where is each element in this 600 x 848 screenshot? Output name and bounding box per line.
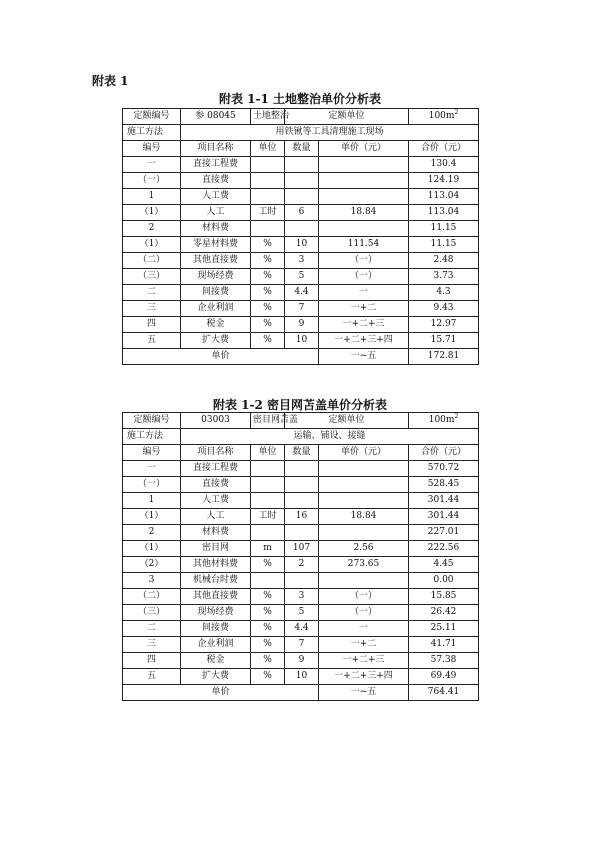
table-cell: （二） — [123, 253, 181, 269]
table-cell: （三） — [123, 605, 181, 621]
table-cell: 零星材料费 — [181, 237, 251, 253]
table-row — [123, 461, 479, 477]
table-row — [123, 173, 479, 189]
table-cell — [251, 157, 285, 173]
unit-price-table-2 — [122, 412, 479, 701]
table-cell: 4.3 — [409, 285, 479, 301]
table-cell: 2 — [123, 525, 181, 541]
method-label: 施工方法 — [123, 429, 181, 445]
table-cell: 五 — [123, 333, 181, 349]
table-cell: 301.44 — [409, 493, 479, 509]
table-cell: 一 — [123, 461, 181, 477]
table-row — [123, 157, 479, 173]
table-cell: 企业利润 — [181, 637, 251, 653]
table-cell: 一+二 — [319, 637, 409, 653]
table-cell: 7 — [285, 637, 319, 653]
table-cell: 5 — [285, 269, 319, 285]
table-cell: 9 — [285, 317, 319, 333]
table-cell: （1） — [123, 205, 181, 221]
method-text: 用铁锹等工具清理施工现场 — [181, 125, 479, 141]
table-cell: 2 — [123, 221, 181, 237]
table-row — [123, 253, 479, 269]
table-cell: 4.45 — [409, 557, 479, 573]
column-header: 数量 — [285, 141, 319, 157]
table-cell — [319, 493, 409, 509]
table-cell: % — [251, 285, 285, 301]
table-row — [123, 573, 479, 589]
table-row — [123, 205, 479, 221]
table-cell: 69.49 — [409, 669, 479, 685]
table-cell: 四 — [123, 317, 181, 333]
table-cell: 227.01 — [409, 525, 479, 541]
table-cell — [285, 189, 319, 205]
table-row — [123, 509, 479, 525]
table-cell: 工时 — [251, 205, 285, 221]
quota-row — [123, 413, 479, 429]
table-cell: 5 — [285, 605, 319, 621]
header-row — [123, 445, 479, 461]
table-1-title: 附表 1-1 土地整治单价分析表 — [218, 92, 382, 106]
table-cell: 3.73 — [409, 269, 479, 285]
table-row — [123, 317, 479, 333]
table-cell: % — [251, 557, 285, 573]
quota-number: 参 08045 — [181, 109, 251, 125]
table-cell: 三 — [123, 301, 181, 317]
table-cell — [285, 221, 319, 237]
quota-unit — [409, 109, 479, 125]
table-row — [123, 477, 479, 493]
table-cell: 材料费 — [181, 525, 251, 541]
table-cell: （一） — [123, 173, 181, 189]
table-cell — [251, 173, 285, 189]
column-header: 单价（元） — [319, 141, 409, 157]
table-cell — [319, 221, 409, 237]
table-cell: 直接工程费 — [181, 461, 251, 477]
table-cell: % — [251, 237, 285, 253]
column-header: 项目名称 — [181, 141, 251, 157]
table-cell: 现场经费 — [181, 269, 251, 285]
table-cell: 现场经费 — [181, 605, 251, 621]
table-cell: 2 — [285, 557, 319, 573]
table-cell: 直接费 — [181, 477, 251, 493]
table-row — [123, 525, 479, 541]
quota-number: 03003 — [181, 413, 251, 429]
table-cell: 3 — [123, 573, 181, 589]
table-cell: 扩大费 — [181, 333, 251, 349]
table-cell: 25.11 — [409, 621, 479, 637]
table-cell: m — [251, 541, 285, 557]
column-header: 项目名称 — [181, 445, 251, 461]
table-cell: 机械台时费 — [181, 573, 251, 589]
item-name: 土地整治 — [251, 109, 285, 125]
table-cell — [251, 493, 285, 509]
table-cell: 税金 — [181, 653, 251, 669]
table-cell: 16 — [285, 509, 319, 525]
unit-price-table-1 — [122, 108, 479, 365]
table-cell: 15.71 — [409, 333, 479, 349]
table-cell — [285, 157, 319, 173]
table-row — [123, 189, 479, 205]
table-cell: 0.00 — [409, 573, 479, 589]
table-row — [123, 637, 479, 653]
table-cell — [285, 477, 319, 493]
table-cell: 密目网 — [181, 541, 251, 557]
table-cell: 9.43 — [409, 301, 479, 317]
table-cell: 130.4 — [409, 157, 479, 173]
table-cell: 15.85 — [409, 589, 479, 605]
table-cell: 一 — [319, 285, 409, 301]
table-cell: 10 — [285, 333, 319, 349]
table-cell — [285, 493, 319, 509]
table-cell — [251, 461, 285, 477]
table-cell: 四 — [123, 653, 181, 669]
table-cell — [319, 461, 409, 477]
method-row — [123, 125, 479, 141]
table-cell: 528.45 — [409, 477, 479, 493]
quota-label: 定额编号 — [123, 413, 181, 429]
table-cell — [319, 157, 409, 173]
table-cell: 二 — [123, 621, 181, 637]
table-row — [123, 493, 479, 509]
table-cell: 11.15 — [409, 237, 479, 253]
table-cell: 11.15 — [409, 221, 479, 237]
total-row — [123, 349, 479, 365]
table-cell — [319, 189, 409, 205]
table-2-title: 附表 1-2 密目网苫盖单价分析表 — [212, 398, 388, 412]
table-cell: 人工 — [181, 509, 251, 525]
table-cell: 111.54 — [319, 237, 409, 253]
table-cell — [285, 573, 319, 589]
table-row — [123, 557, 479, 573]
column-header: 编号 — [123, 141, 181, 157]
table-cell: % — [251, 637, 285, 653]
appendix-label: 附表 1 — [92, 74, 129, 88]
table-cell: 扩大费 — [181, 669, 251, 685]
table-cell: 9 — [285, 653, 319, 669]
table-cell: 其他直接费 — [181, 589, 251, 605]
table-cell: 一 — [319, 621, 409, 637]
table-cell: 1 — [123, 189, 181, 205]
table-cell: % — [251, 621, 285, 637]
header-row — [123, 141, 479, 157]
table-cell: （二） — [123, 589, 181, 605]
table-cell: % — [251, 605, 285, 621]
table-cell — [319, 525, 409, 541]
table-cell: 18.84 — [319, 205, 409, 221]
table-cell — [285, 525, 319, 541]
table-cell: 一+二+三 — [319, 317, 409, 333]
table-cell: 10 — [285, 237, 319, 253]
table-cell: 五 — [123, 669, 181, 685]
table-cell: （1） — [123, 509, 181, 525]
table-cell: % — [251, 589, 285, 605]
table-cell: 直接工程费 — [181, 157, 251, 173]
table-cell: （1） — [123, 237, 181, 253]
unit-label: 定额单位 — [285, 413, 409, 429]
table-cell: 间接费 — [181, 621, 251, 637]
table-cell — [251, 477, 285, 493]
item-name: 密目网苫盖 — [251, 413, 285, 429]
table-cell — [251, 573, 285, 589]
quota-unit — [409, 413, 479, 429]
table-cell: % — [251, 669, 285, 685]
table-row — [123, 221, 479, 237]
table-row — [123, 621, 479, 637]
table-cell: 二 — [123, 285, 181, 301]
total-label: 单价 — [123, 685, 319, 701]
column-header: 数量 — [285, 445, 319, 461]
table-row — [123, 333, 479, 349]
column-header: 单价（元） — [319, 445, 409, 461]
table-cell: （三） — [123, 269, 181, 285]
quota-row — [123, 109, 479, 125]
table-cell: 12.97 — [409, 317, 479, 333]
table-cell: 18.84 — [319, 509, 409, 525]
table-cell: 301.44 — [409, 509, 479, 525]
column-header: 编号 — [123, 445, 181, 461]
table-cell: （2） — [123, 557, 181, 573]
column-header: 合价（元） — [409, 445, 479, 461]
table-row — [123, 301, 479, 317]
quota-label: 定额编号 — [123, 109, 181, 125]
table-row — [123, 669, 479, 685]
table-cell: 107 — [285, 541, 319, 557]
table-cell: 工时 — [251, 509, 285, 525]
total-value: 172.81 — [409, 349, 479, 365]
table-cell: 人工 — [181, 205, 251, 221]
method-label: 施工方法 — [123, 125, 181, 141]
table-cell: 税金 — [181, 317, 251, 333]
table-cell: 273.65 — [319, 557, 409, 573]
table-cell: 材料费 — [181, 221, 251, 237]
table-cell: 570.72 — [409, 461, 479, 477]
table-cell — [285, 461, 319, 477]
method-text: 运输、铺设、接缝 — [181, 429, 479, 445]
table-cell — [251, 221, 285, 237]
table-cell — [251, 189, 285, 205]
table-cell: 6 — [285, 205, 319, 221]
table-cell: % — [251, 253, 285, 269]
table-cell: 一+二 — [319, 301, 409, 317]
table-cell — [319, 573, 409, 589]
table-cell: 一+二+三+四 — [319, 669, 409, 685]
quota-unit-value: 100m — [428, 111, 455, 121]
table-row — [123, 653, 479, 669]
table-cell: 3 — [285, 253, 319, 269]
table-cell: 10 — [285, 669, 319, 685]
column-header: 单位 — [251, 141, 285, 157]
table-cell: 一+二+三+四 — [319, 333, 409, 349]
table-cell: 2.56 — [319, 541, 409, 557]
table-cell — [319, 477, 409, 493]
table-cell: （一） — [319, 253, 409, 269]
table-cell: 113.04 — [409, 189, 479, 205]
table-cell: 26.42 — [409, 605, 479, 621]
table-cell: 124.19 — [409, 173, 479, 189]
table-cell — [251, 525, 285, 541]
table-cell: 直接费 — [181, 173, 251, 189]
quota-unit-sup: 2 — [454, 413, 459, 420]
table-row — [123, 605, 479, 621]
table-cell: 人工费 — [181, 189, 251, 205]
table-cell: （一） — [319, 269, 409, 285]
table-cell: （1） — [123, 541, 181, 557]
table-row — [123, 237, 479, 253]
table-cell: 3 — [285, 589, 319, 605]
quota-unit-value: 100m — [428, 415, 455, 425]
table-cell: 其他直接费 — [181, 253, 251, 269]
table-cell: 7 — [285, 301, 319, 317]
table-cell: % — [251, 317, 285, 333]
table-row — [123, 285, 479, 301]
unit-label: 定额单位 — [285, 109, 409, 125]
table-cell: 113.04 — [409, 205, 479, 221]
total-row — [123, 685, 479, 701]
table-row — [123, 541, 479, 557]
table-cell: 一+二+三 — [319, 653, 409, 669]
table-cell: 三 — [123, 637, 181, 653]
total-formula: 一~五 — [319, 685, 409, 701]
table-cell: （一） — [123, 477, 181, 493]
table-cell: 2.48 — [409, 253, 479, 269]
table-cell: 间接费 — [181, 285, 251, 301]
column-header: 合价（元） — [409, 141, 479, 157]
table-row — [123, 269, 479, 285]
column-header: 单位 — [251, 445, 285, 461]
table-cell — [285, 173, 319, 189]
table-cell: 企业利润 — [181, 301, 251, 317]
table-cell: 41.71 — [409, 637, 479, 653]
table-cell: 其他材料费 — [181, 557, 251, 573]
table-cell: 人工费 — [181, 493, 251, 509]
table-cell: % — [251, 301, 285, 317]
table-cell: 一 — [123, 157, 181, 173]
table-cell: % — [251, 333, 285, 349]
total-formula: 一~五 — [319, 349, 409, 365]
table-cell: 1 — [123, 493, 181, 509]
quota-unit-sup: 2 — [454, 109, 459, 116]
table-cell: 4.4 — [285, 285, 319, 301]
table-cell — [319, 173, 409, 189]
method-row — [123, 429, 479, 445]
table-cell: 4.4 — [285, 621, 319, 637]
table-cell: （一） — [319, 589, 409, 605]
table-cell: % — [251, 269, 285, 285]
table-cell: 57.38 — [409, 653, 479, 669]
table-cell: （一） — [319, 605, 409, 621]
total-label: 单价 — [123, 349, 319, 365]
table-row — [123, 589, 479, 605]
table-cell: 222.56 — [409, 541, 479, 557]
total-value: 764.41 — [409, 685, 479, 701]
table-cell: % — [251, 653, 285, 669]
